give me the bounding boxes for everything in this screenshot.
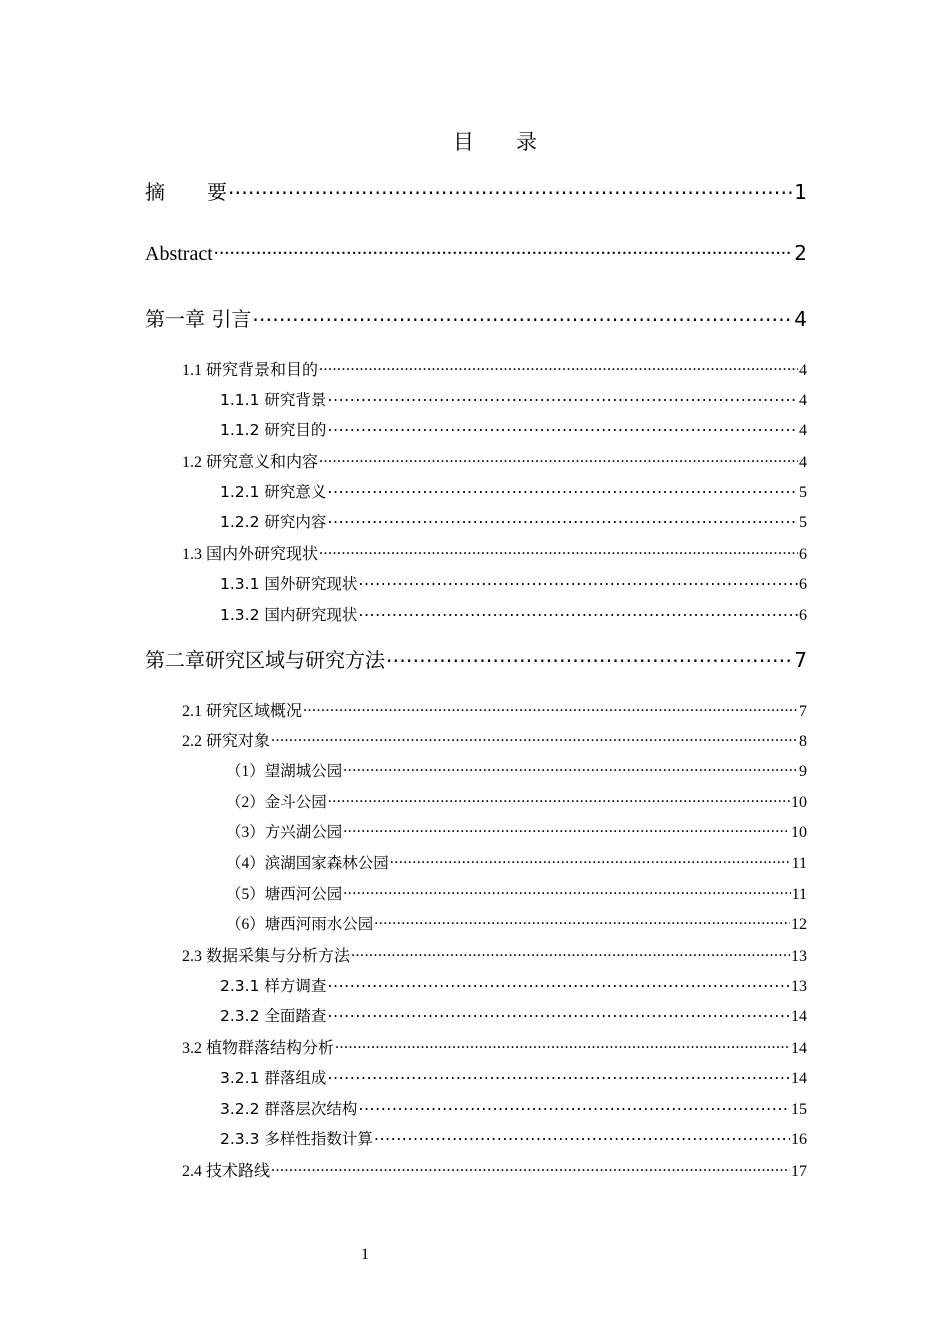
toc-entry-1-3-2[interactable] xyxy=(220,603,807,625)
dot-leader xyxy=(343,821,790,837)
toc-page-number: 14 xyxy=(791,1008,807,1025)
toc-entry-1-1-1[interactable] xyxy=(220,388,807,410)
toc-entry-label: 1.3.1 国外研究现状 xyxy=(220,575,358,593)
dot-leader xyxy=(327,389,798,405)
dot-leader xyxy=(351,945,790,961)
toc-entry-1-2[interactable] xyxy=(182,449,807,472)
toc-entry-label: 1.2.1 研究意义 xyxy=(220,483,327,501)
dot-leader xyxy=(327,481,798,497)
toc-page-number: 14 xyxy=(791,1070,807,1087)
toc-entry-label-part-2: 要 xyxy=(207,180,227,204)
toc-entry-2-4[interactable] xyxy=(182,1158,807,1181)
toc-page-number: 16 xyxy=(791,1131,807,1148)
toc-entry-label: Abstract xyxy=(145,243,213,265)
toc-page-number: 4 xyxy=(799,422,807,439)
toc-entry-abstract-cn[interactable] xyxy=(145,176,807,205)
dot-leader xyxy=(319,451,798,467)
toc-entry-label-part-1: 摘 xyxy=(145,180,165,204)
toc-page-number: 11 xyxy=(791,886,807,903)
toc-page-number: 4 xyxy=(799,392,807,409)
toc-heading-char-1: 目 xyxy=(453,130,474,154)
toc-entry-label: 2.4 技术路线 xyxy=(182,1163,271,1180)
toc-entry-label: 第二章研究区域与研究方法 xyxy=(145,648,385,672)
toc-entry-label: 1.2.2 研究内容 xyxy=(220,513,327,531)
toc-entry-3-2[interactable] xyxy=(182,1035,807,1058)
toc-entry-label: 3.2.2 群落层次结构 xyxy=(220,1100,358,1118)
toc-page-number: 5 xyxy=(799,514,807,531)
toc-page-number: 7 xyxy=(794,648,807,672)
toc-entry-1-2-2[interactable] xyxy=(220,510,807,532)
toc-page-number: 7 xyxy=(799,703,807,720)
dot-leader xyxy=(358,573,798,589)
dot-leader xyxy=(358,604,798,620)
dot-leader xyxy=(386,647,793,667)
toc-entry-3-2-2[interactable] xyxy=(220,1097,807,1119)
dot-leader xyxy=(327,975,790,991)
dot-leader xyxy=(327,511,798,527)
dot-leader xyxy=(327,1067,790,1083)
footer-page-number: 1 xyxy=(361,1246,369,1263)
toc-entry-label: 1.2 研究意义和内容 xyxy=(182,454,319,471)
toc-page-number: 10 xyxy=(791,824,807,841)
toc-entry-chapter-1[interactable] xyxy=(145,303,807,332)
toc-entry-label: 2.3.2 全面踏查 xyxy=(220,1007,327,1025)
dot-leader xyxy=(271,730,798,746)
toc-entry-label: 1.1.2 研究目的 xyxy=(220,421,327,439)
dot-leader xyxy=(327,1005,790,1021)
toc-entry-label: 1.1 研究背景和目的 xyxy=(182,362,319,379)
toc-page-number: 2 xyxy=(794,241,807,265)
toc-page-number: 17 xyxy=(791,1163,807,1180)
toc-heading xyxy=(0,126,950,156)
toc-entry-label: （2）金斗公园 xyxy=(226,794,327,811)
toc-entry-2-3-3[interactable] xyxy=(220,1127,807,1149)
dot-leader xyxy=(343,760,798,776)
toc-page-number: 12 xyxy=(791,916,807,933)
toc-entry-1-1[interactable] xyxy=(182,357,807,380)
toc-heading-char-2: 录 xyxy=(516,130,537,154)
dot-leader xyxy=(319,359,798,375)
toc-entry-label: 1.3 国内外研究现状 xyxy=(182,546,319,563)
toc-page-number: 6 xyxy=(799,576,807,593)
toc-entry-park-4[interactable] xyxy=(226,851,807,873)
dot-leader xyxy=(252,306,793,326)
toc-entry-park-5[interactable] xyxy=(226,882,807,904)
toc-entry-2-1[interactable] xyxy=(182,698,807,721)
dot-leader xyxy=(228,179,793,199)
toc-page-number: 4 xyxy=(799,362,807,379)
dot-leader xyxy=(303,700,798,716)
toc-page-number: 5 xyxy=(799,484,807,501)
toc-page-number: 9 xyxy=(799,763,807,780)
toc-page-number: 1 xyxy=(794,180,807,204)
toc-entry-label: （4）滨湖国家森林公园 xyxy=(226,855,389,872)
toc-entry-label: 2.3.3 多样性指数计算 xyxy=(220,1130,373,1148)
toc-entry-label: 3.2.1 群落组成 xyxy=(220,1069,327,1087)
toc-entry-park-3[interactable] xyxy=(226,820,807,842)
toc-entry-1-3-1[interactable] xyxy=(220,572,807,594)
toc-entry-chapter-2[interactable] xyxy=(145,644,807,673)
toc-entry-label: 1.1.1 研究背景 xyxy=(220,391,327,409)
toc-entry-label: 2.3.1 样方调查 xyxy=(220,977,327,995)
toc-entry-1-1-2[interactable] xyxy=(220,418,807,440)
toc-entry-label: 2.2 研究对象 xyxy=(182,733,271,750)
dot-leader xyxy=(328,791,790,807)
toc-entry-2-3-2[interactable] xyxy=(220,1004,807,1026)
toc-entry-label: 第一章 引言 xyxy=(145,307,252,331)
dot-leader xyxy=(335,1037,790,1053)
toc-entry-2-3[interactable] xyxy=(182,943,807,966)
dot-leader xyxy=(214,240,794,260)
toc-page-number: 13 xyxy=(791,948,807,965)
dot-leader xyxy=(343,883,790,899)
toc-page-number: 14 xyxy=(791,1040,807,1057)
toc-entry-label: （3）方兴湖公园 xyxy=(226,824,343,841)
toc-entry-park-1[interactable] xyxy=(226,759,807,781)
toc-page-number: 8 xyxy=(799,733,807,750)
toc-page-number: 4 xyxy=(799,454,807,471)
toc-page-number: 11 xyxy=(791,855,807,872)
toc-entry-park-2[interactable] xyxy=(226,790,807,812)
toc-entry-1-2-1[interactable] xyxy=(220,480,807,502)
toc-entry-label: 1.3.2 国内研究现状 xyxy=(220,606,358,624)
dot-leader xyxy=(374,913,790,929)
toc-entry-1-3[interactable] xyxy=(182,541,807,564)
toc-page-number: 4 xyxy=(794,307,807,331)
toc-page-number: 6 xyxy=(799,607,807,624)
toc-entry-park-6[interactable] xyxy=(226,912,807,934)
dot-leader xyxy=(374,1128,790,1144)
toc-entry-label: 3.2 植物群落结构分析 xyxy=(182,1040,335,1057)
toc-entry-label: （6）塘西河雨水公园 xyxy=(226,916,374,933)
dot-leader xyxy=(390,852,791,868)
toc-entry-label: （1）望湖城公园 xyxy=(226,763,343,780)
toc-page-number: 15 xyxy=(791,1101,807,1118)
dot-leader xyxy=(271,1160,790,1176)
toc-entry-abstract-en[interactable] xyxy=(145,240,807,266)
toc-entry-label: （5）塘西河公园 xyxy=(226,886,343,903)
toc-page-number: 10 xyxy=(791,794,807,811)
dot-leader xyxy=(319,543,798,559)
toc-page-number: 13 xyxy=(791,978,807,995)
toc-entry-2-3-1[interactable] xyxy=(220,974,807,996)
toc-entry-2-2[interactable] xyxy=(182,728,807,751)
toc-entry-label: 2.1 研究区域概况 xyxy=(182,703,303,720)
dot-leader xyxy=(327,419,798,435)
toc-entry-label: 2.3 数据采集与分析方法 xyxy=(182,948,351,965)
toc-entry-3-2-1[interactable] xyxy=(220,1066,807,1088)
dot-leader xyxy=(358,1098,790,1114)
toc-page-number: 6 xyxy=(799,546,807,563)
